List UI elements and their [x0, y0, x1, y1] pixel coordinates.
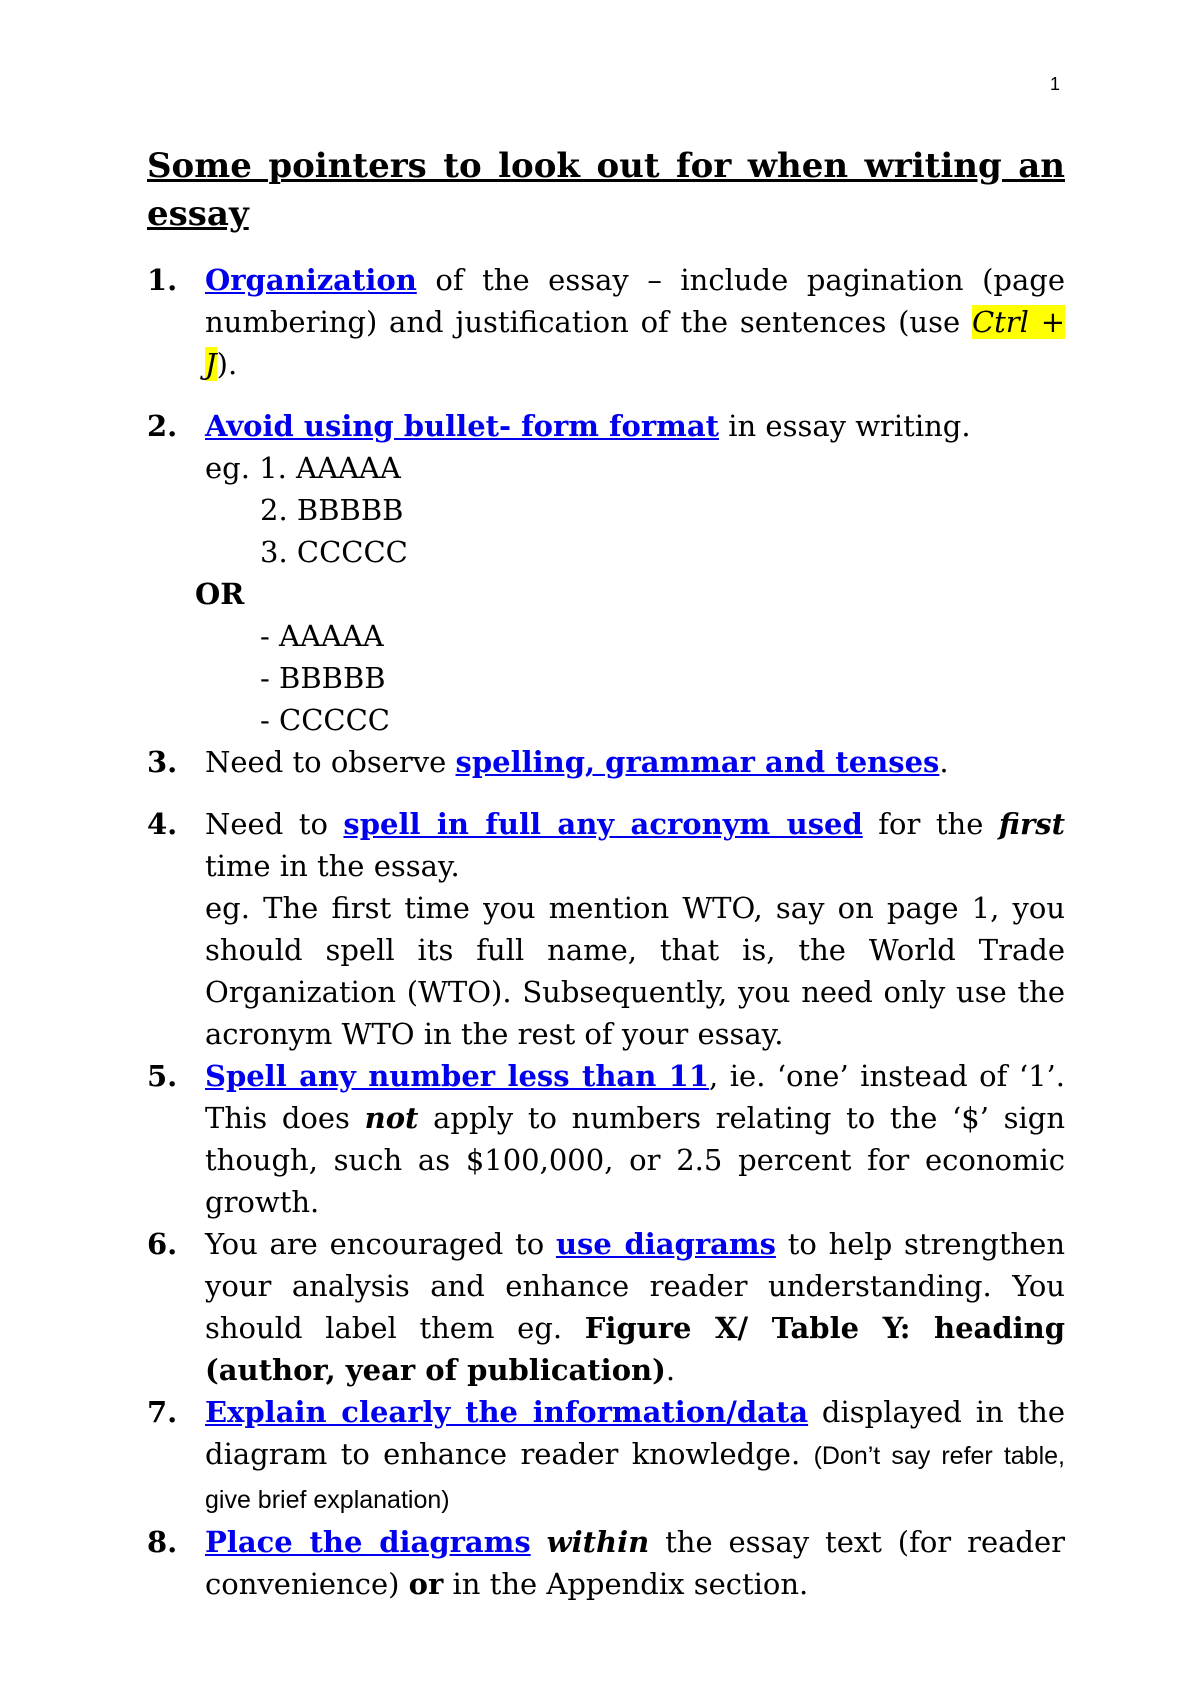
item-text: in the Appendix section.	[443, 1567, 809, 1601]
item-text: .	[939, 745, 949, 779]
example-label: eg.	[205, 451, 250, 485]
example-list-b-2: - BBBBB	[260, 661, 386, 695]
item-number: 6.	[147, 1227, 178, 1261]
list-item-8	[147, 1521, 1065, 1605]
list-item-6	[147, 1223, 1065, 1391]
example-list-a-2: 2. BBBBB	[260, 493, 404, 527]
item-text: to help strengthen your analysis and enhance reader understanding. You should label them eg.	[205, 1227, 1066, 1345]
item-number: 8.	[147, 1525, 178, 1559]
item-text: Need to observe	[205, 745, 456, 779]
item-number: 4.	[147, 807, 178, 841]
example-list-b-3: - CCCCC	[260, 703, 390, 737]
keyword-explain: Explain clearly the information/data	[205, 1395, 809, 1429]
item-text: for the	[862, 807, 999, 841]
item-text: apply to numbers relating to the ‘$’ sign though, such as $100,000, or 2.5 percent for economic growth.	[205, 1101, 1065, 1219]
page-number: 1	[1049, 74, 1060, 94]
emphasis-first: first	[998, 807, 1065, 841]
list-item-2	[147, 405, 1065, 741]
keyword-numbers: Spell any number less than 11	[205, 1059, 710, 1093]
example-list-a-1: 1. AAAAA	[259, 451, 401, 485]
label-format: Figure X/ Table Y: heading (author, year of publication)	[205, 1311, 1065, 1387]
item-text: in essay writing.	[719, 409, 971, 443]
keyword-spelling: spelling, grammar and tenses	[455, 745, 940, 779]
list-item-1	[147, 259, 1065, 385]
list-item-5	[147, 1055, 1065, 1223]
list-item-4	[147, 803, 1065, 1055]
keyword-organization: Organization	[205, 263, 417, 297]
highlighted-shortcut: Ctrl + J	[205, 305, 1065, 381]
item-text: ).	[216, 347, 238, 381]
example-list-a-3: 3. CCCCC	[260, 535, 408, 569]
item-text	[531, 1525, 547, 1559]
example-block	[195, 447, 1065, 741]
keyword-diagrams: use diagrams	[555, 1227, 776, 1261]
example-list-b-1: - AAAAA	[260, 619, 384, 653]
item-text: Need to	[205, 807, 344, 841]
item-text: displayed in the diagram to enhance reader knowledge.	[205, 1395, 1065, 1471]
emphasis-or: or	[408, 1567, 444, 1601]
item-number: 3.	[147, 745, 178, 779]
item-number: 5.	[147, 1059, 178, 1093]
list-item-3	[147, 741, 1065, 783]
item-text: .	[665, 1353, 676, 1387]
pointer-list	[147, 259, 1065, 1605]
emphasis-within: within	[546, 1525, 650, 1559]
note-text: (Don’t say refer table, give brief explanation)	[205, 1442, 1065, 1514]
document-title: Some pointers to look out for when writing an essay	[147, 146, 1065, 234]
item-number: 2.	[147, 409, 178, 443]
keyword-bullet-format: Avoid using bullet- form format	[205, 409, 720, 443]
item-text: time in the essay.	[205, 849, 460, 883]
keyword-place-diagrams: Place the diagrams	[205, 1525, 531, 1559]
item-number: 7.	[147, 1395, 178, 1429]
example-text: eg. The first time you mention WTO, say on page 1, you should spell its full name, that is, the World Trade Organization (WTO). Subsequently, you need only use the acronym WTO in the rest of your essay.	[205, 891, 1065, 1051]
or-separator: OR	[195, 577, 245, 611]
item-text: the essay text (for reader convenience)	[205, 1525, 1065, 1601]
item-text: , ie. ‘one’ instead of ‘1’. This does	[205, 1059, 1065, 1135]
emphasis-not: not	[364, 1101, 419, 1135]
keyword-acronym: spell in full any acronym used	[343, 807, 863, 841]
list-item-7	[147, 1391, 1065, 1521]
item-text: of the essay – include pagination (page numbering) and justification of the sentences (use	[205, 263, 1065, 339]
item-number: 1.	[147, 263, 178, 297]
item-text: You are encouraged to	[205, 1227, 556, 1261]
